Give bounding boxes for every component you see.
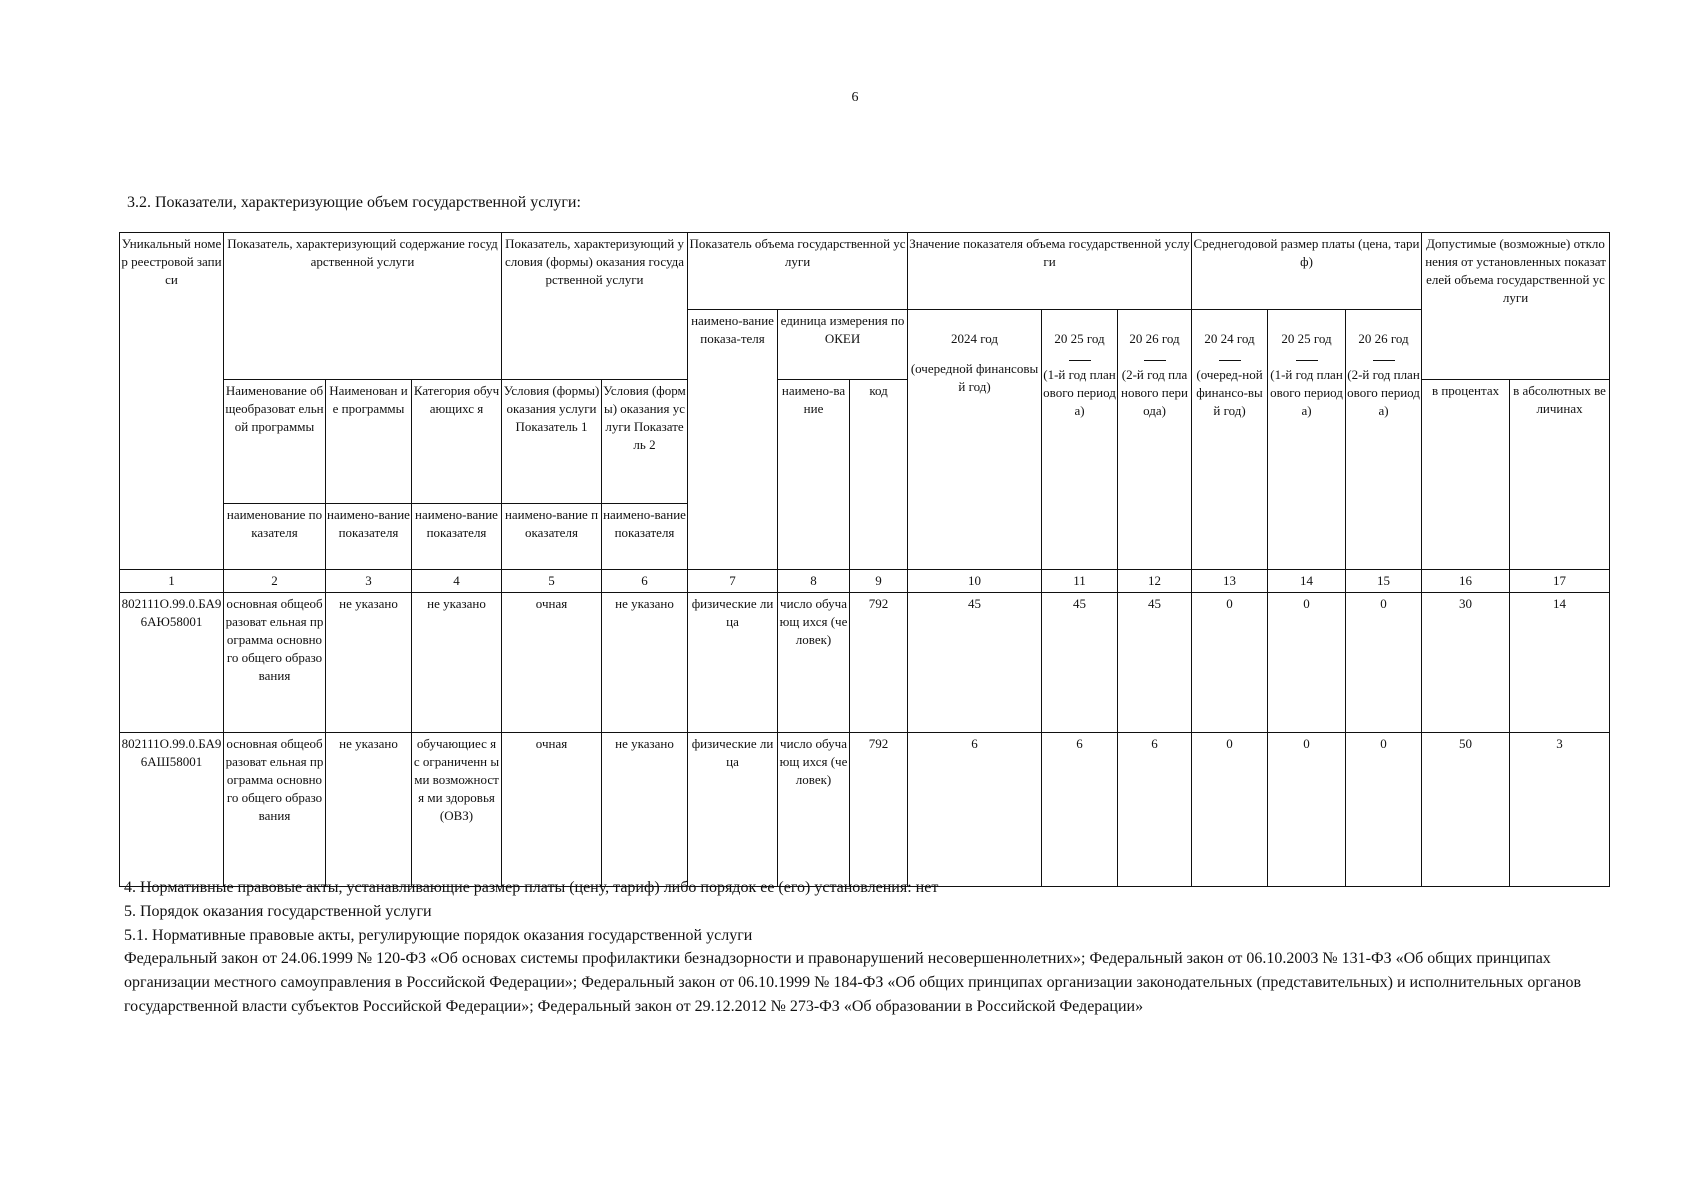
cell-category: обучающиес я с ограниченн ыми возможностя ми здоровья (ОВЗ) [412,732,502,886]
cell-program: основная общеобразоват ельная программа основного общего образования [224,592,326,732]
cell-v2025: 45 [1042,592,1118,732]
cell-code: 792 [850,592,908,732]
cell-condition2: не указано [602,732,688,886]
val-2024-note: (очередной финансовый год) [910,360,1039,394]
header-unique-number: Уникальный номер реестровой записи [120,233,224,570]
col-num: 12 [1118,569,1192,592]
header-fee-2024 [1192,309,1268,569]
column-number-row [120,569,1610,592]
col-num: 13 [1192,569,1268,592]
col-num: 6 [602,569,688,592]
header-val-2024 [908,309,1042,569]
val-2025-year: 20 25 год [1054,330,1105,346]
header-content-indicator: Показатель, характеризующий содержание государственной услуги [224,233,502,380]
cell-v2024: 6 [908,732,1042,886]
col-num: 10 [908,569,1042,592]
cell-program-name: не указано [326,732,412,886]
section-title: 3.2. Показатели, характеризующие объем государственной услуги: [127,194,581,211]
cell-v2026: 45 [1118,592,1192,732]
header-fee-2025 [1268,309,1346,569]
header-dev-percent: в процентах [1422,379,1510,569]
volume-table [119,232,1610,887]
val-2026-year: 20 26 год [1129,330,1180,346]
col-num: 1 [120,569,224,592]
page-number: 6 [851,90,859,105]
col-num: 2 [224,569,326,592]
col-num: 7 [688,569,778,592]
header-unit-code: код [850,379,908,569]
col-num: 16 [1422,569,1510,592]
header-fee-2026 [1346,309,1422,569]
cell-registry: 802111О.99.0.БА96АШ58001 [120,732,224,886]
cell-f2024: 0 [1192,592,1268,732]
fee-2024-note: (очеред-ной финансо-вый год) [1196,366,1263,418]
fee-2026-note: (2-й год планового периода) [1347,366,1420,418]
fee-2025-year: 20 25 год [1281,330,1332,346]
col-num: 9 [850,569,908,592]
cell-f2025: 0 [1268,732,1346,886]
header-ind-name-4: наимено-вание показателя [502,503,602,569]
cell-unit: число обучающ ихся (человек) [778,732,850,886]
cell-condition2: не указано [602,592,688,732]
cell-f2024: 0 [1192,732,1268,886]
col-num: 3 [326,569,412,592]
cell-program-name: не указано [326,592,412,732]
cell-f2026: 0 [1346,592,1422,732]
col-num: 15 [1346,569,1422,592]
header-indicator-name: наимено-вание показа-теля [688,309,778,569]
fee-2025-note: (1-й год планового периода) [1270,366,1343,418]
val-2026-note: (2-й год планового периода) [1121,366,1188,418]
cell-category: не указано [412,592,502,732]
table-row [120,592,1610,732]
cell-f2026: 0 [1346,732,1422,886]
header-content-col3: Категория обучающихс я [412,379,502,503]
cell-f2025: 0 [1268,592,1346,732]
cell-dev-pct: 50 [1422,732,1510,886]
header-ind-name-5: наимено-вание показателя [602,503,688,569]
fee-2024-year: 20 24 год [1204,330,1255,346]
table-row [120,732,1610,886]
footer-line-2: 5. Порядок оказания государственной услуги [124,903,432,920]
header-content-col2: Наименован ие программы [326,379,412,503]
header-cond-col2: Условия (формы) оказания услуги Показатель 2 [602,379,688,503]
header-deviations-cont [1422,309,1610,379]
header-val-2026 [1118,309,1192,569]
val-2025-note: (1-й год планового периода) [1043,366,1116,418]
header-content-col1: Наименование общеобразоват ельной программы [224,379,326,503]
cell-program: основная общеобразоват ельная программа основного общего образования [224,732,326,886]
cell-v2024: 45 [908,592,1042,732]
cell-indicator: физические лица [688,732,778,886]
header-ind-name-3: наимено-вание показателя [412,503,502,569]
cell-code: 792 [850,732,908,886]
header-dev-absolute: в абсолютных величинах [1510,379,1610,569]
footer-line-4: Федеральный закон от 24.06.1999 № 120-ФЗ «Об основах системы профилактики безнадзорности и правонарушений несовершеннолетних»; Федеральный закон от 06.10.2003 № 131-ФЗ «Об общих принципах организации местного самоуправления в Российской Федерации»; Федеральный закон от 06.10.1999 № 184-ФЗ «Об общих принципах организации законодательных (представительных) и исполнительных органов государственной власти субъектов Российской Федерации»; Федеральный закон от 29.12.2012 № 273-ФЗ «Об образовании в Российской Федерации» [124,950,1582,1015]
header-unit-name: наимено-вание [778,379,850,569]
val-2024-year: 2024 год [951,330,999,346]
footer-line-3: 5.1. Нормативные правовые акты, регулирующие порядок оказания государственной услуги [124,927,753,944]
cell-unit: число обучающ ихся (человек) [778,592,850,732]
col-num: 4 [412,569,502,592]
header-val-2025 [1042,309,1118,569]
cell-dev-abs: 14 [1510,592,1610,732]
header-conditions-indicator: Показатель, характеризующий условия (формы) оказания государственной услуги [502,233,688,380]
cell-condition1: очная [502,732,602,886]
col-num: 11 [1042,569,1118,592]
header-ind-name-1: наименование показателя [224,503,326,569]
cell-indicator: физические лица [688,592,778,732]
cell-dev-abs: 3 [1510,732,1610,886]
col-num: 17 [1510,569,1610,592]
cell-v2025: 6 [1042,732,1118,886]
fee-2026-year: 20 26 год [1358,330,1409,346]
cell-registry: 802111О.99.0.БА96АЮ58001 [120,592,224,732]
footer-line-1: 4. Нормативные правовые акты, устанавливающие размер платы (цену, тариф) либо порядок ее (его) установления: нет [124,879,939,896]
header-deviations: Допустимые (возможные) отклонения от установленных показателей объема государственной услуги [1422,233,1610,310]
cell-condition1: очная [502,592,602,732]
header-volume-value: Значение показателя объема государственной услуги [908,233,1192,310]
col-num: 8 [778,569,850,592]
header-cond-col1: Условия (формы) оказания услуги Показатель 1 [502,379,602,503]
header-volume-indicator: Показатель объема государственной услуги [688,233,908,310]
cell-v2026: 6 [1118,732,1192,886]
col-num: 14 [1268,569,1346,592]
header-ind-name-2: наимено-вание показателя [326,503,412,569]
col-num: 5 [502,569,602,592]
header-avg-fee: Среднегодовой размер платы (цена, тариф) [1192,233,1422,310]
cell-dev-pct: 30 [1422,592,1510,732]
header-unit-okei: единица измерения по ОКЕИ [778,309,908,379]
